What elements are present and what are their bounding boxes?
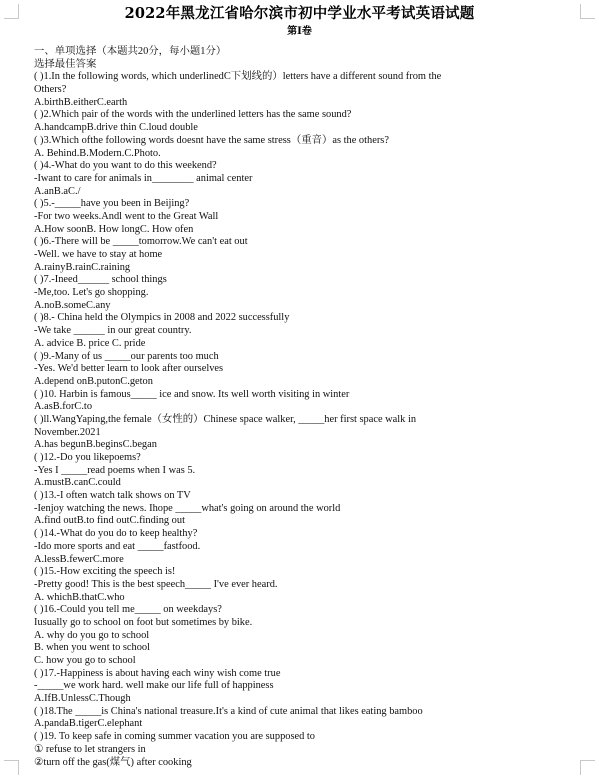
text-line: ( )2.Which pair of the words with the underlined letters has the same sound? <box>34 109 352 121</box>
text-line: ① refuse to let strangers in <box>34 743 146 755</box>
text-line: -Ido more sports and eat _____fastfood. <box>34 540 201 552</box>
text-line: ( )7.-Ineed______ school things <box>34 274 167 286</box>
text-line: A.pandaB.tigerC.elephant <box>34 718 143 730</box>
text-line: -Me,too. Let's go shopping. <box>34 287 149 299</box>
text-line: ( )8.- China held the Olympics in 2008 and 2022 successfully <box>34 312 290 324</box>
text-line: A. why do you go to school <box>34 629 150 641</box>
text-line: A.noB.someC.any <box>34 299 111 311</box>
text-line: ( )14.-What do you do to keep healthy? <box>34 528 198 540</box>
text-line: A.has begunB.beginsC.began <box>34 439 157 451</box>
text-line: A.birthB.eitherC.earth <box>34 96 128 108</box>
text-line: ( )19. To keep safe in coming summer vacation you are supposed to <box>34 731 315 743</box>
text-line: 一、单项选择（本题共20分，每小题1分） <box>34 46 227 57</box>
text-line: -For two weeks.Andl went to the Great Wall <box>34 210 219 222</box>
text-line: -Iwant to care for animals in________ animal center <box>34 172 253 184</box>
text-line: ( )9.-Many of us _____our parents too much <box>34 350 219 362</box>
text-line: A. advice B. price C. pride <box>34 337 146 349</box>
text-line: -Ienjoy watching the news. Ihope _____what's going on around the world <box>34 502 341 514</box>
text-line: ( )10. Harbin is famous_____ ice and snow. Its well worth visiting in winter <box>34 388 350 400</box>
text-line: ( )6.-There will be _____tomorrow.We can't eat out <box>34 236 248 248</box>
text-line: ( )3.Which ofthe following words doesnt have the same stress（重音）as the others? <box>34 134 389 146</box>
text-line: ②turn off the gas(煤气) after cooking <box>34 756 192 768</box>
text-line: A.asB.forC.to <box>34 401 93 413</box>
text-line: ( )16.-Could you tell me_____ on weekdays? <box>34 604 222 616</box>
text-line: ( )1.In the following words, which underlinedC下划线的）letters have a different sound from the <box>34 71 442 83</box>
text-line: A.How soonB. How longC. How ofen <box>34 223 194 235</box>
page-corner-mark <box>580 760 595 775</box>
text-line: B. when you went to school <box>34 642 151 654</box>
text-line: ( )ll.WangYaping,the female（女性的）Chinese space walker, _____her first space walk in <box>34 413 417 425</box>
text-line: C. how you go to school <box>34 655 136 666</box>
text-line: A. whichB.thatC.who <box>34 591 125 603</box>
text-line: A.mustB.canC.could <box>34 477 121 489</box>
text-line: A. Behind.B.Modern.C.Photo. <box>34 147 161 159</box>
exam-title: 2022年黑龙江省哈尔滨市初中学业水平考试英语试题 <box>124 5 475 22</box>
text-line: -We take ______ in our great country. <box>34 325 192 337</box>
text-line: A.depend onB.putonC.geton <box>34 375 153 387</box>
text-line: A.find outB.to find outC.finding out <box>34 515 185 527</box>
text-line: -Yes. We'd better learn to look after ourselves <box>34 363 224 375</box>
text-line: -Well. we have to stay at home <box>34 249 163 260</box>
text-line: A.anB.aC./ <box>34 185 81 197</box>
text-line: ( )18.The _____is China's national treasure.It's a kind of cute animal that likes eating bamboo <box>34 705 423 717</box>
page-corner-mark <box>4 760 19 775</box>
text-line: -Yes I _____read poems when I was 5. <box>34 464 196 476</box>
text-line: Iusually go to school on foot but sometimes by bike. <box>34 616 253 628</box>
text-line: ( )15.-How exciting the speech is! <box>34 566 176 578</box>
text-line: A.lessB.fewerC.more <box>34 553 124 565</box>
text-line: November.2021 <box>34 426 101 438</box>
text-line: ( )13.-I often watch talk shows on TV <box>34 490 191 502</box>
question-body <box>34 46 564 769</box>
text-line: Others? <box>34 84 67 96</box>
text-line: ( )12.-Do you likepoems? <box>34 452 141 463</box>
text-line: ( )4.-What do you want to do this weekend? <box>34 160 217 172</box>
text-line: -Pretty good! This is the best speech_____ I've ever heard. <box>34 578 278 590</box>
text-line: -_____we work hard. well make our life full of happiness <box>34 680 274 692</box>
text-line: A.IfB.UnlessC.Though <box>34 693 131 705</box>
text-line: ( )5.-_____have you been in Beijing? <box>34 198 190 210</box>
paper-section-label: 第Ⅰ卷 <box>287 26 312 37</box>
text-line: A.handcampB.drive thin C.loud double <box>34 122 198 134</box>
text-line: ( )17.-Happiness is about having each winy wish come true <box>34 667 281 679</box>
text-line: 选择最佳答案 <box>34 58 97 70</box>
text-line: A.rainyB.rainC.raining <box>34 261 131 273</box>
